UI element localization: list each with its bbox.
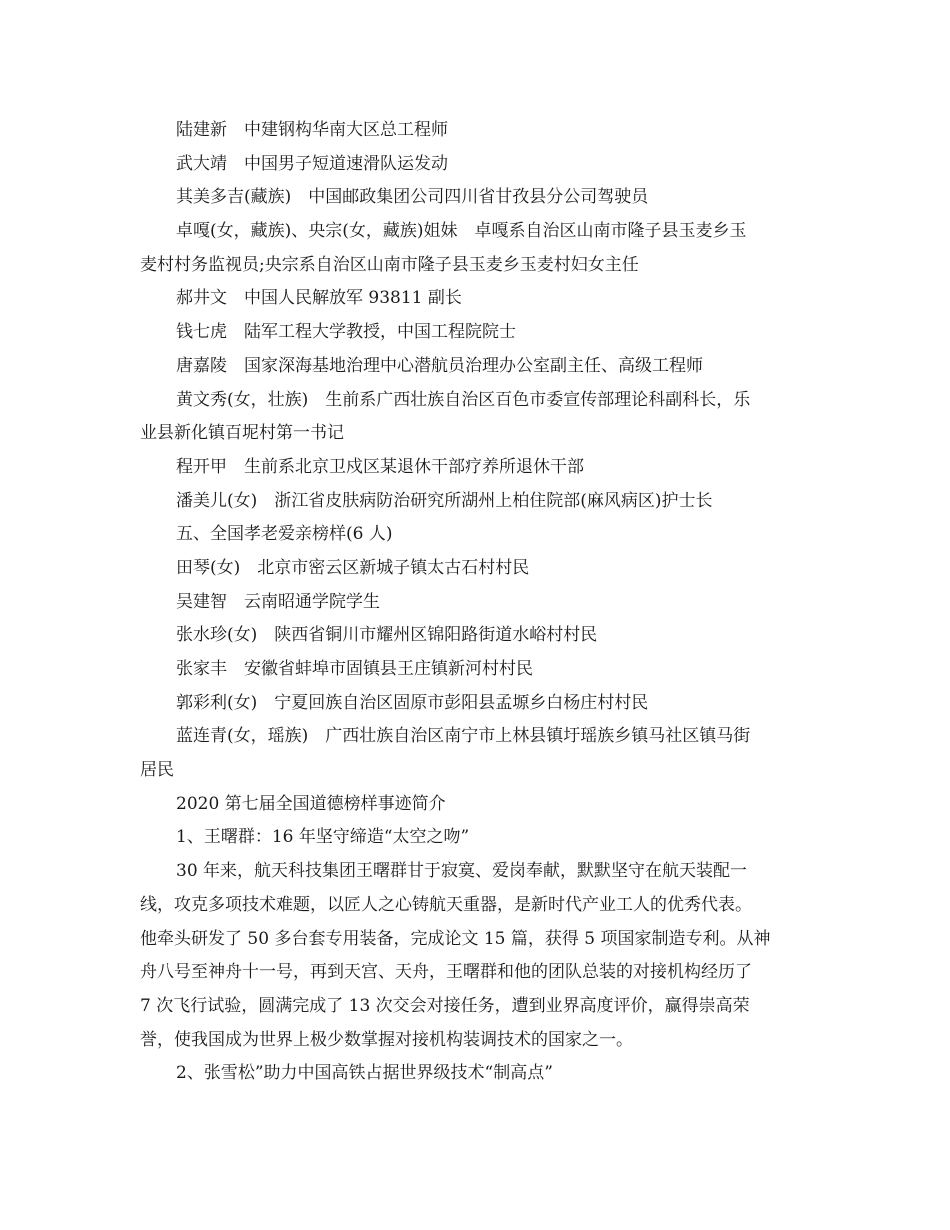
- document-page: [140, 114, 812, 1091]
- paragraph-line: 30 年来，航天科技集团王曙群甘于寂寞、爱岗奉献，默默坚守在航天装配一: [176, 861, 748, 882]
- text-line: 麦村村务监视员;央宗系自治区山南市隆子县玉麦乡玉麦村妇女主任: [140, 254, 639, 275]
- section-heading: 2020 第七届全国道德榜样事迹简介: [176, 793, 446, 814]
- text-line: 黄文秀(女，壮族) 生前系广西壮族自治区百色市委宣传部理论科副科长，乐: [176, 389, 751, 410]
- paragraph-line: 线，攻克多项技术难题，以匠人之心铸航天重器，是新时代产业工人的优秀代表。: [140, 894, 752, 915]
- text-line: 田琴(女) 北京市密云区新城子镇太古石村村民: [176, 557, 530, 578]
- text-line: 蓝连青(女，瑶族) 广西壮族自治区南宁市上林县镇圩瑶族乡镇马社区镇马街: [176, 726, 751, 747]
- text-line: 潘美儿(女) 浙江省皮肤病防治研究所湖州上柏住院部(麻风病区)护士长: [176, 490, 713, 511]
- text-line: 其美多吉(藏族) 中国邮政集团公司四川省甘孜县分公司驾驶员: [176, 187, 649, 208]
- text-line: 郭彩利(女) 宁夏回族自治区固原市彭阳县孟塬乡白杨庄村村民: [176, 692, 649, 713]
- section-heading: 五、全国孝老爱亲榜样(6 人): [176, 524, 393, 545]
- text-line: 吴建智 云南昭通学院学生: [176, 591, 380, 612]
- text-line: 郝井文 中国人民解放军 93811 副长: [176, 288, 462, 309]
- subsection-heading: 1、王曙群：16 年坚守缔造“太空之吻”: [176, 827, 470, 848]
- text-line: 唐嘉陵 国家深海基地治理中心潜航员治理办公室副主任、高级工程师: [176, 355, 703, 376]
- text-line: 武大靖 中国男子短道速滑队运发动: [176, 153, 448, 174]
- subsection-heading: 2、张雪松”助力中国高铁占据世界级技术“制高点”: [176, 1063, 553, 1084]
- text-line: 钱七虎 陆军工程大学教授，中国工程院院士: [176, 322, 516, 343]
- text-line: 卓嘎(女，藏族)、央宗(女，藏族)姐妹 卓嘎系自治区山南市隆子县玉麦乡玉: [176, 221, 747, 242]
- paragraph-line: 舟八号至神舟十一号，再到天宫、天舟，王曙群和他的团队总装的对接机构经历了: [140, 962, 752, 983]
- text-line: 程开甲 生前系北京卫戍区某退休干部疗养所退休干部: [176, 456, 584, 477]
- text-line: 陆建新 中建钢构华南大区总工程师: [176, 120, 448, 140]
- paragraph-line: 7 次飞行试验，圆满完成了 13 次交会对接任务，遭到业界高度评价，赢得崇高荣: [140, 995, 750, 1016]
- text-line: 张水珍(女) 陕西省铜川市耀州区锦阳路街道水峪村村民: [176, 625, 598, 646]
- text-line: 居民: [140, 760, 174, 781]
- paragraph-line: 誉，使我国成为世界上极少数掌握对接机构装调技术的国家之一。: [140, 1029, 633, 1050]
- text-line: 张家丰 安徽省蚌埠市固镇县王庄镇新河村村民: [176, 659, 533, 679]
- paragraph-line: 他牵头研发了 50 多台套专用装备，完成论文 15 篇，获得 5 项国家制造专利。从神: [140, 928, 771, 949]
- text-line: 业县新化镇百坭村第一书记: [140, 423, 344, 444]
